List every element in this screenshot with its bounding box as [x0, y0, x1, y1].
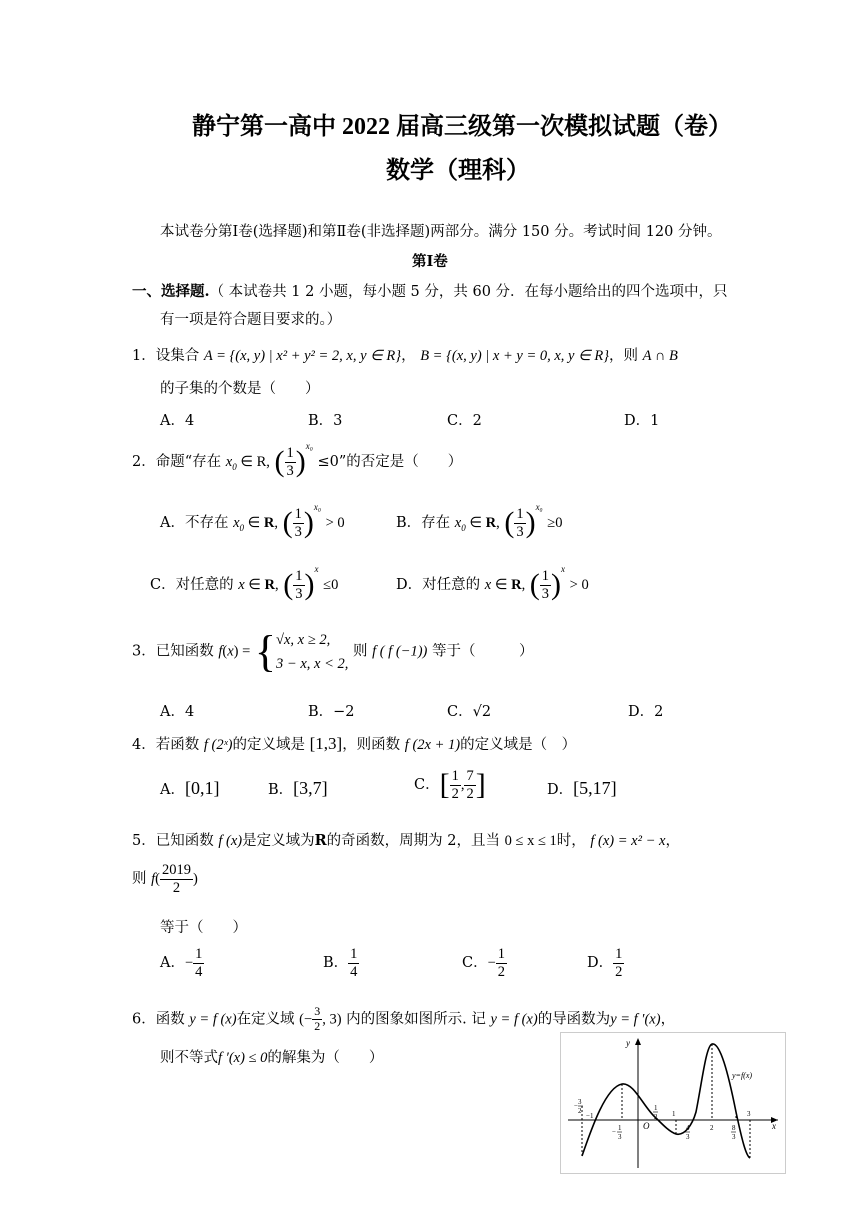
q3-option-a[interactable]: A．4: [160, 704, 195, 720]
svg-text:3: 3: [747, 1110, 751, 1118]
section-heading: 一、选择题.（ 本试卷共 1 2 小题，每小题 5 分，共 60 分．在每小题给出的四个选项中，只: [132, 283, 728, 300]
question-5: 5．已知函数 f (x)是定义域为R的奇函数，周期为 2，且当 0 ≤ x ≤ 1时， f (x) = x² − x，: [132, 832, 680, 849]
q1-option-b[interactable]: B．3: [308, 413, 343, 429]
q4-option-c[interactable]: C．[ $\frac{1}{2}$ , $\frac{7}{2}$ ]: [414, 768, 486, 802]
svg-text:3: 3: [732, 1133, 736, 1141]
question-4: 4．若函数 f (2ˣ)的定义域是 [1,3]，则函数 f (2x + 1)的定义域是（ ）: [132, 734, 577, 753]
q2-option-a[interactable]: A．不存在 $x_0$ ∈ R, ( $\frac{1}{3}$ )$^{x_0}$ > 0: [160, 502, 345, 540]
svg-text:2: 2: [710, 1124, 714, 1132]
svg-text:8: 8: [732, 1124, 736, 1132]
svg-text:−1: −1: [586, 1112, 594, 1120]
question-5-eq: 等于（ ）: [160, 920, 247, 936]
question-5-then: 则 f( $\frac{2019}{2}$ ): [132, 862, 198, 896]
q4-option-d[interactable]: D．[5,17]: [547, 778, 617, 798]
question-1: 1．设集合 A = {(x, y) | x² + y² = 2, x, y ∈ R}， B = {(x, y) | x + y = 0, x, y ∈ R}，则 A ∩ B: [132, 348, 678, 364]
page-title: 静宁第一高中 2022 届高三级第一次模拟试题（卷）: [192, 114, 732, 140]
set-b: B = {(x, y) | x + y = 0, x, y ∈ R}: [420, 348, 610, 364]
x-axis-label: x: [772, 1121, 776, 1131]
q3-option-c[interactable]: C．√2: [447, 704, 492, 720]
svg-text:1: 1: [618, 1124, 622, 1132]
question-6: 6．函数 y = f (x)在定义域 (− $\frac{3}{2}$ , 3) 内的图象如图所示. 记 y = f (x)的导函数为y = f ′(x)，: [132, 1004, 676, 1033]
y-axis-label: y: [626, 1038, 630, 1048]
q4-option-a[interactable]: A．[0,1]: [160, 778, 220, 798]
q2-option-c[interactable]: C．对任意的 x ∈ R, ( $\frac{1}{3}$ )$^x$ ≤0: [150, 564, 339, 602]
page-subtitle: 数学（理科）: [386, 158, 530, 184]
q5-option-a[interactable]: A．− $\frac{1}{4}$: [160, 946, 203, 980]
q1-option-c[interactable]: C．2: [447, 413, 482, 429]
origin-label: O: [643, 1121, 650, 1131]
question-1-line2: 的子集的个数是（ ）: [160, 381, 320, 397]
question-6-line2: 则不等式f ′(x) ≤ 0的解集为（ ）: [160, 1050, 384, 1066]
question-2: 2．命题“存在 $x_0$ ∈ R, ( $\frac{1}{3}$ )$^{x_0}$ ≤0”的否定是（ ）: [132, 441, 463, 479]
q1-option-d[interactable]: D．1: [624, 413, 660, 429]
set-a: A = {(x, y) | x² + y² = 2, x, y ∈ R}: [203, 348, 402, 364]
svg-text:2: 2: [578, 1107, 582, 1115]
intro-text: 本试卷分第Ⅰ卷(选择题)和第Ⅱ卷(非选择题)两部分。满分 150 分。考试时间 120 分钟。: [160, 224, 722, 240]
svg-text:−: −: [574, 1102, 578, 1110]
q2-option-b[interactable]: B．存在 $x_0$ ∈ R, ( $\frac{1}{3}$ )$^{x_0}$ ≥0: [396, 502, 563, 540]
q3-option-d[interactable]: D．2: [628, 704, 664, 720]
part-heading: 第Ⅰ卷: [412, 253, 448, 270]
svg-text:−: −: [612, 1128, 616, 1136]
q2-option-d[interactable]: D．对任意的 x ∈ R, ( $\frac{1}{3}$ )$^x$ > 0: [396, 564, 589, 602]
q3-option-b[interactable]: B．−2: [308, 704, 355, 720]
function-graph: [560, 1032, 786, 1174]
intersection: A ∩ B: [642, 348, 678, 364]
svg-text:3: 3: [578, 1098, 582, 1106]
svg-text:1: 1: [654, 1104, 658, 1112]
svg-text:3: 3: [686, 1133, 690, 1141]
section-desc: 有一项是符合题目要求的。）: [160, 312, 342, 328]
q5-option-c[interactable]: C．− $\frac{1}{2}$: [462, 946, 506, 980]
svg-text:1: 1: [672, 1110, 676, 1118]
q4-option-b[interactable]: B．[3,7]: [268, 778, 328, 798]
q1-option-a[interactable]: A．4: [160, 413, 195, 429]
curve-label: y=f(x): [732, 1071, 753, 1080]
svg-text:4: 4: [686, 1124, 690, 1132]
q5-option-b[interactable]: B． $\frac{1}{4}$: [323, 946, 358, 980]
question-3: 3．已知函数 f(x) = { √x, x ≥ 2, 3 − x, x < 2, 则 f ( f (−1)) 等于（ ）: [132, 627, 534, 676]
q5-option-d[interactable]: D． $\frac{1}{2}$: [587, 946, 623, 980]
svg-text:3: 3: [618, 1133, 622, 1141]
svg-text:2: 2: [654, 1113, 658, 1121]
